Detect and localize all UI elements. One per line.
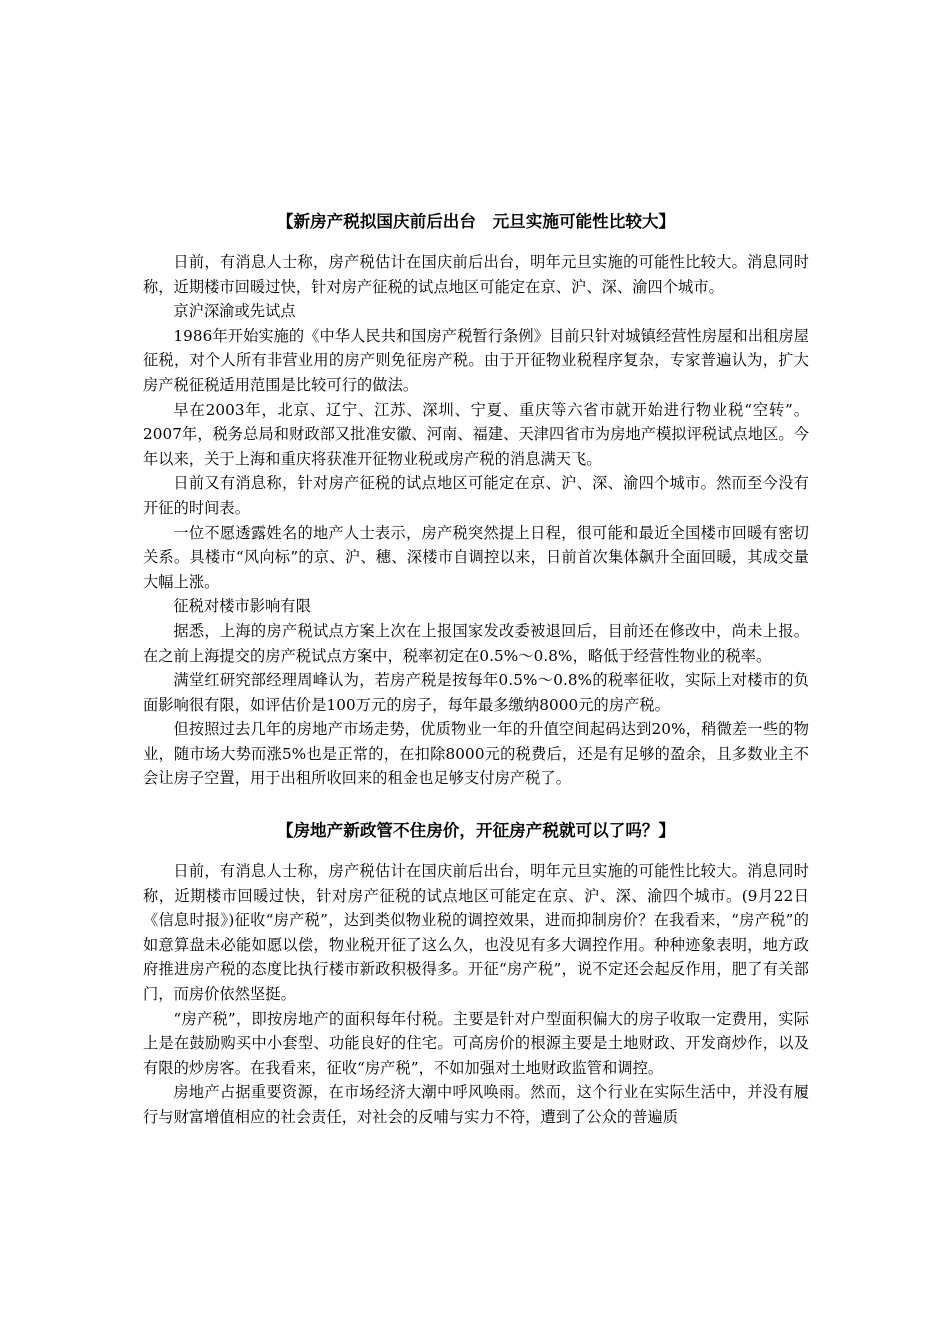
article-1-paragraph: 日前又有消息称，针对房产征税的试点地区可能定在京、沪、深、渝四个城市。然而至今没有开征的时间表。 [143,474,809,517]
article-1-paragraph: 日前，有消息人士称，房产税估计在国庆前后出台，明年元旦实施的可能性比较大。消息同时称，近期楼市回暖过快，针对房产征税的试点地区可能定在京、沪、深、渝四个城市。 [143,253,809,296]
article-1-paragraph: 1986年开始实施的《中华人民共和国房产税暂行条例》目前只针对城镇经营性房屋和出租房屋征税，对个人所有非营业用的房产则免征房产税。由于开征物业税程序复杂，专家普遍认为，扩大房产税征税适用范围是比较可行的做法。 [143,326,809,394]
article-1-subheading: 京沪深渝或先试点 [173,302,296,321]
article-1-paragraph: 一位不愿透露姓名的地产人士表示，房产税突然提上日程，很可能和最近全国楼市回暖有密切关系。具楼市“风向标”的京、沪、穗、深楼市自调控以来，日前首次集体飙升全面回暖，其成交量大幅上涨。 [143,523,809,591]
article-1-paragraph: 早在2003年，北京、辽宁、江苏、深圳、宁夏、重庆等六省市就开始进行物业税“空转”。2007年，税务总局和财政部又批准安徽、河南、福建、天津四省市为房地产模拟评税试点地区。今年以来，关于上海和重庆将获准开征物业税或房产税的消息满天飞。 [143,400,809,468]
article-2-title: 【房地产新政管不住房价，开征房产税就可以了吗？】 [276,821,676,841]
article-2-paragraph: 房地产占据重要资源，在市场经济大潮中呼风唤雨。然而，这个行业在实际生活中，并没有履行与财富增值相应的社会责任，对社会的反哺与实力不符，遭到了公众的普遍质 [143,1083,809,1126]
article-1-paragraph: 满堂红研究部经理周峰认为，若房产税是按每年0.5%～0.8%的税率征收，实际上对楼市的负面影响很有限，如评估价是100万元的房子，每年最多缴纳8000元的房产税。 [143,671,809,714]
article-1-paragraph: 但按照过去几年的房地产市场走势，优质物业一年的升值空间起码达到20%，稍微差一些的物业，随市场大势而涨5%也是正常的，在扣除8000元的税费后，还是有足够的盈余，且多数业主不会让房子空置，用于出租所收回来的租金也足够支付房产税了。 [143,720,809,788]
article-1-title: 【新房产税拟国庆前后出台 元旦实施可能性比较大】 [276,212,676,231]
document-page [143,200,809,1130]
article-1-subheading: 征税对楼市影响有限 [173,597,311,616]
article-1-paragraph: 据悉，上海的房产税试点方案上次在上报国家发改委被退回后，目前还在修改中，尚未上报。在之前上海提交的房产税试点方案中，税率初定在0.5%～0.8%，略低于经营性物业的税率。 [143,621,809,665]
article-2-paragraph: “房产税”，即按房地产的面积每年付税。主要是针对户型面积偏大的房子收取一定费用，实际上是在鼓励购买中小套型、功能良好的住宅。可高房价的根源主要是土地财政、开发商炒作，以及有限的炒房客。在我看来，征收“房产税”，不如加强对土地财政监管和调控。 [143,1009,809,1077]
article-2-paragraph: 日前，有消息人士称，房产税估计在国庆前后出台，明年元旦实施的可能性比较大。消息同时称，近期楼市回暖过快，针对房产征税的试点地区可能定在京、沪、深、渝四个城市。(9月22日《信息时报》)征收“房产税”，达到类似物业税的调控效果，进而抑制房价？在我看来，“房产税”的如意算盘未必能如愿以偿，物业税开征了这么久，也没见有多大调控作用。种种迹象表明，地方政府推进房产税的态度比执行楼市新政积极得多。开征“房产税”，说不定还会起反作用，肥了有关部门，而房价依然坚挺。 [143,862,809,1004]
